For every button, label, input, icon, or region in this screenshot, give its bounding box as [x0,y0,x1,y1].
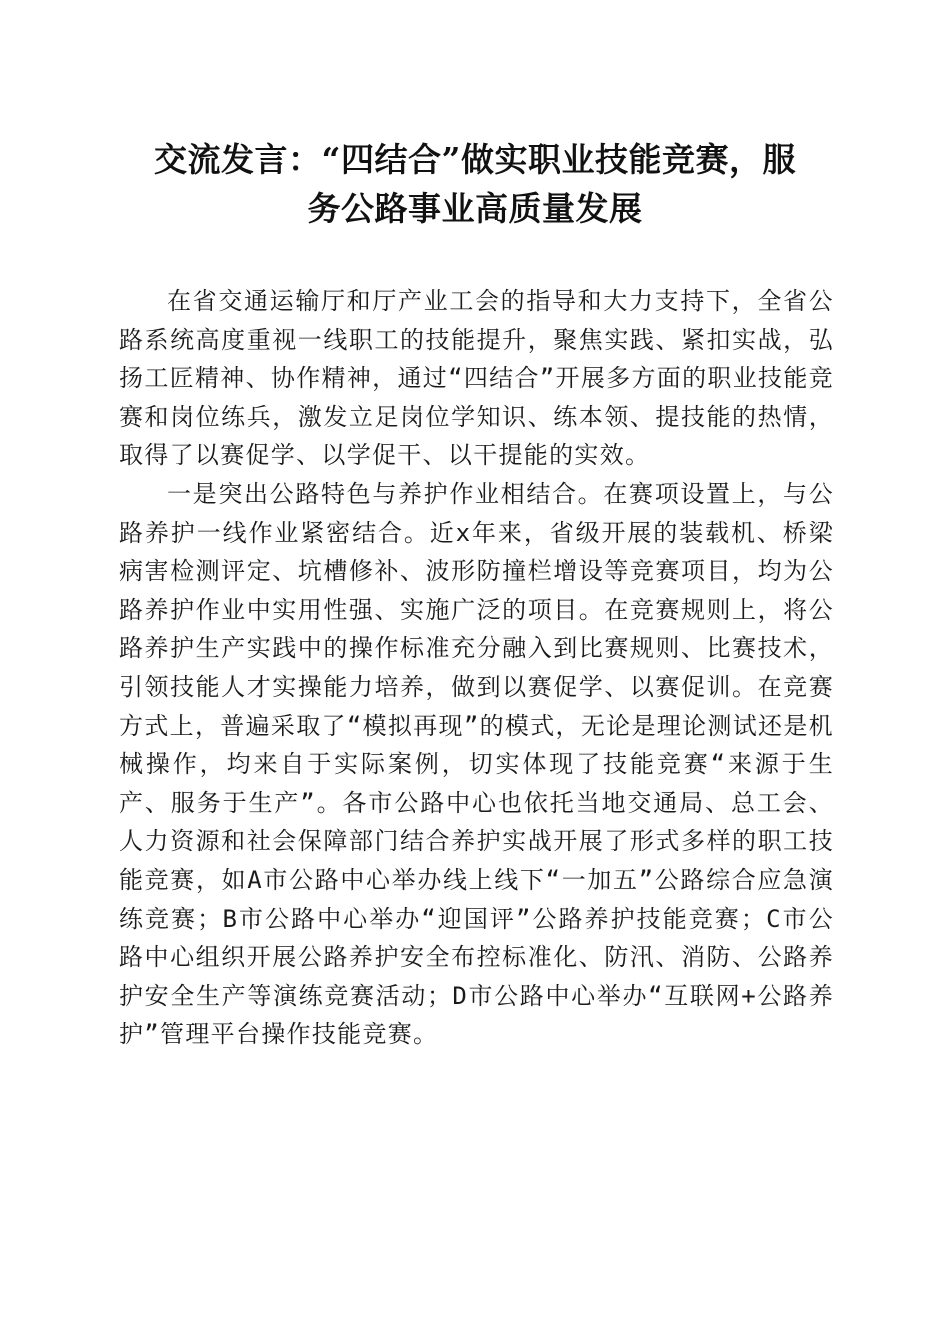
paragraph-intro [119,282,834,475]
paragraph-point-one [119,475,834,1054]
title-line-2: 务公路事业高质量发展 [307,189,643,228]
document-body [119,282,834,1054]
paragraph-intro-text: 在省交通运输厅和厅产业工会的指导和大力支持下，全省公路系统高度重视一线职工的技能提升，聚焦实践、紧扣实战，弘扬工匠精神、协作精神，通过“四结合”开展多方面的职业技能竞赛和岗位练兵，激发立足岗位学知识、练本领、提技能的热情，取得了以赛促学、以学促干、以干提能的实效。 [119,287,834,470]
paragraph-point-one-lead: 一是突出公路特色与养护作业相结合。 [167,479,604,508]
document-title [100,135,850,233]
title-line-1: 交流发言：“四结合”做实职业技能竞赛，服 [154,140,796,179]
paragraph-point-one-text: 在赛项设置上，与公路养护一线作业紧密结合。近x年来，省级开展的装载机、桥梁病害检测评定、坑槽修补、波形防撞栏增设等竞赛项目，均为公路养护作业中实用性强、实施广泛的项目。在竞赛规则上，将公路养护生产实践中的操作标准充分融入到比赛规则、比赛技术，引领技能人才实操能力培养，做到以赛促学、以赛促训。在竞赛方式上，普遍采取了“模拟再现”的模式，无论是理论测试还是机械操作，均来自于实际案例，切实体现了技能竞赛“来源于生产、服务于生产”。各市公路中心也依托当地交通局、总工会、人力资源和社会保障部门结合养护实战开展了形式多样的职工技能竞赛，如A市公路中心举办线上线下“一加五”公路综合应急演练竞赛；B市公路中心举办“迎国评”公路养护技能竞赛；C市公路中心组织开展公路养护安全布控标准化、防汛、消防、公路养护安全生产等演练竞赛活动；D市公路中心举办“互联网+公路养护”管理平台操作技能竞赛。 [119,479,834,1049]
